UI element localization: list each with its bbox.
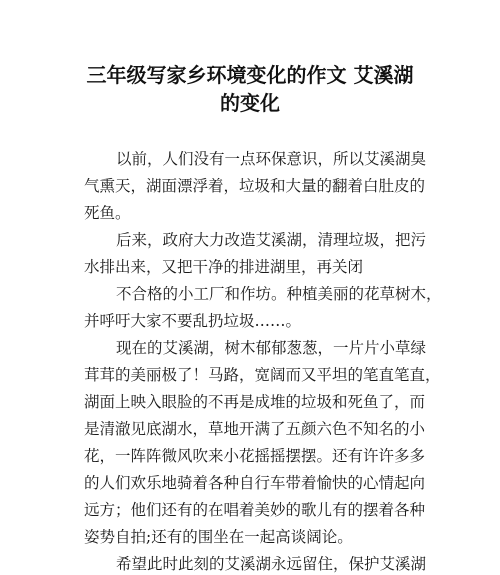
paragraph-4-line-2: 茸茸的美丽极了！马路，宽阔而又平坦的笔直笔直，	[84, 366, 441, 384]
document-title-line-1: 三年级写家乡环境变化的作文 艾溪湖	[86, 63, 414, 87]
paragraph-4-line-1: 现在的艾溪湖，树木郁郁葱葱，一片片小草绿	[116, 339, 427, 357]
paragraph-3-line-2: 并呼吁大家不要乱扔垃圾……。	[84, 312, 302, 330]
paragraph-4-line-5: 花，一阵阵微风吹来小花摇摇摆摆。还有许许多多	[84, 447, 426, 465]
paragraph-1-line-2: 气熏天，湖面漂浮着，垃圾和大量的翻着白肚皮的	[84, 177, 426, 195]
paragraph-2-line-2: 水排出来，又把干净的排进湖里，再关闭	[84, 258, 364, 276]
paragraph-5-line-1: 希望此时此刻的艾溪湖永远留住，保护艾溪湖	[116, 555, 427, 573]
paragraph-4-line-7: 远方；他们还有的在唱着美妙的歌儿有的摆着各种	[84, 501, 426, 519]
paragraph-1-line-3: 死鱼。	[84, 204, 131, 222]
paragraph-4-line-4: 是清澈见底湖水，草地开满了五颜六色不知名的小	[84, 420, 426, 438]
paragraph-1-line-1: 以前，人们没有一点环保意识，所以艾溪湖臭	[116, 150, 427, 168]
paragraph-4-line-8: 姿势自拍;还有的围坐在一起高谈阔论。	[84, 528, 353, 546]
paragraph-4-line-3: 湖面上映入眼脸的不再是成堆的垃圾和死鱼了，而	[84, 393, 426, 411]
paragraph-4-line-6: 的人们欢乐地骑着各种自行车带着愉快的心情起向	[84, 474, 426, 492]
paragraph-2-line-1: 后来，政府大力改造艾溪湖，清理垃圾，把污	[116, 231, 427, 249]
document-title-line-2: 的变化	[220, 91, 280, 115]
paragraph-3-line-1: 不合格的小工厂和作坊。种植美丽的花草树木，	[116, 285, 442, 303]
